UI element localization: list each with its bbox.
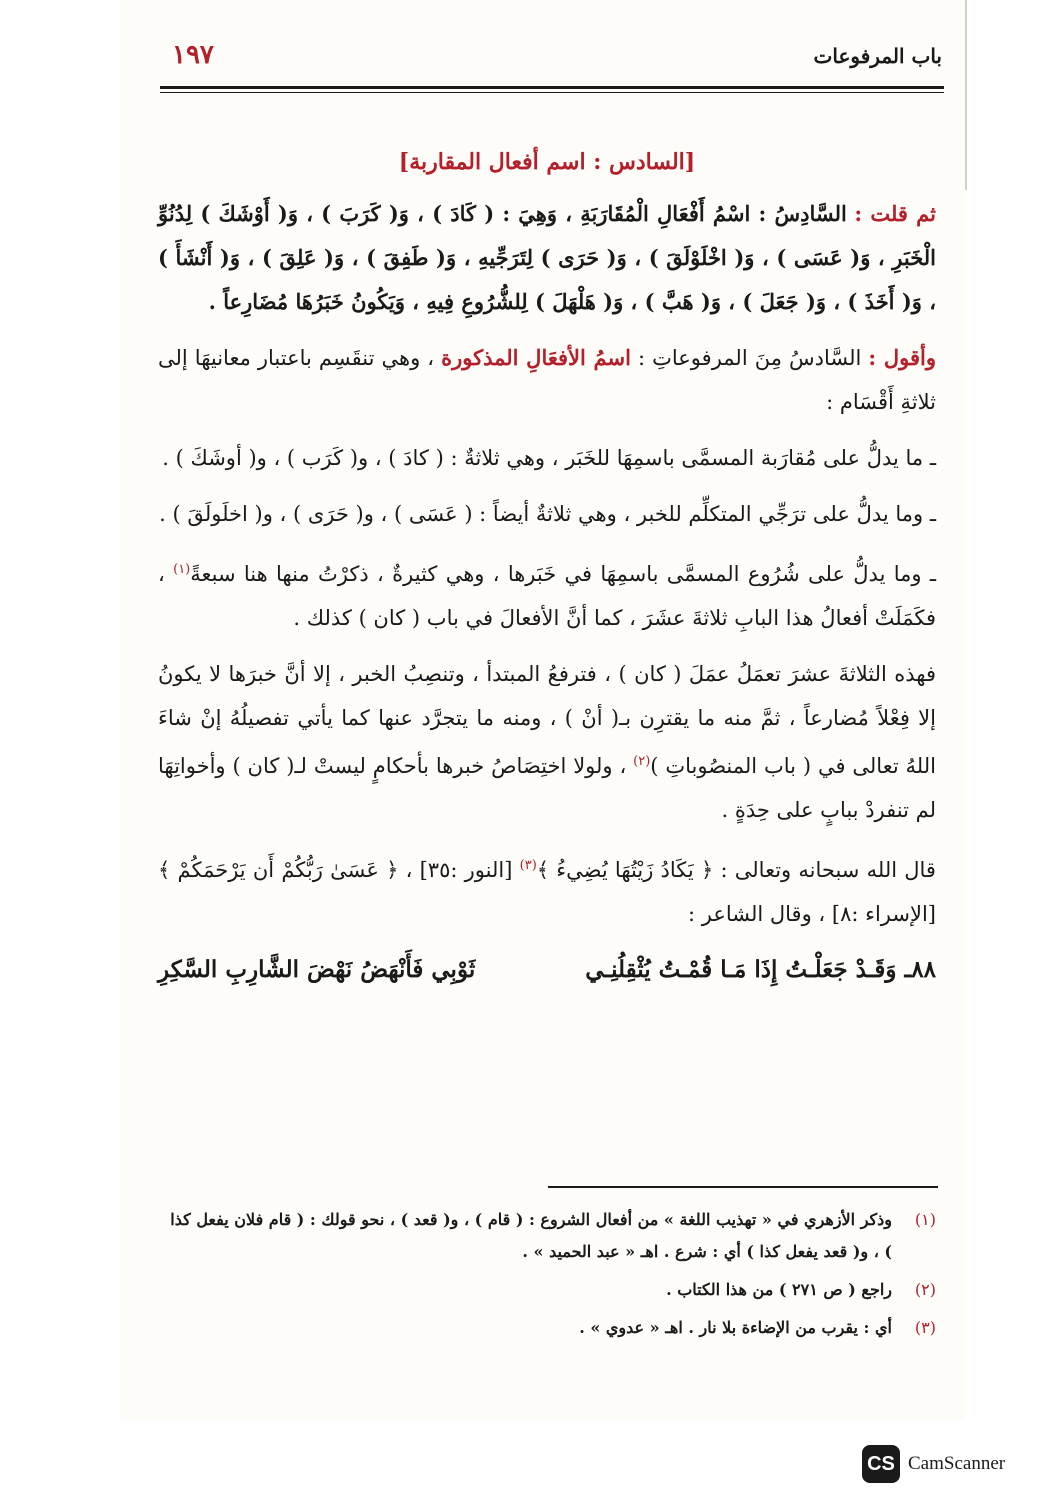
footnote-ref: (٢) <box>633 754 651 769</box>
footnote <box>158 1274 936 1306</box>
running-head: باب المرفوعات <box>813 44 942 68</box>
list-item: ـ وما يدلُّ على ترَجِّي المتكلِّم للخبر ، وهي ثلاثةٌ أيضاً : ( عَسَى ) ، و( حَرَى ) ، و( اخلَولَقَ ) . <box>159 502 936 526</box>
scan-edge <box>965 0 1058 190</box>
commentary-text: ، ولولا اختِصَاصُ خبرها بأحكامٍ ليستْ لـ( كان ) وأخواتِهَا لم تنفردْ ببابٍ على حِدَةٍ . <box>158 754 936 822</box>
footnote <box>158 1312 936 1344</box>
section-title: [السادس : اسم أفعال المقاربة] <box>398 149 696 175</box>
footnotes <box>158 1204 936 1350</box>
matn-text: السَّادِسُ : اسْمُ أَفْعَالِ الْمُقَارَبَةِ ، وَهِيَ : ( كَادَ ) ، وَ( كَرَبَ ) ، وَ( أَوْشَكَ ) لِدُنُوِّ الْخَبَرِ ، وَ( عَسَى ) ، وَ( اخْلَوْلَقَ ) ، وَ( حَرَى ) لِتَرَجِّيهِ ، وَ( طَفِقَ ) ، وَ( عَلِقَ ) ، وَ( أَنْشَأَ ) ، وَ( أَخَذَ ) ، وَ( جَعَلَ ) ، وَ( هَبَّ ) ، وَ( هَلْهَلَ ) لِلشُّرُوعِ فِيهِ ، وَيَكُونُ خَبَرُهَا مُضَارِعاً . <box>158 201 936 314</box>
footnote-number: (١) <box>914 1210 936 1229</box>
commentary-text: قال الله سبحانه وتعالى : ﴿ يَكَادُ زَيْتُهَا يُضِيءُ ﴾ <box>536 858 936 882</box>
footnote-number: (٢) <box>914 1280 936 1299</box>
list-item: ـ ما يدلُّ على مُقارَبة المسمَّى باسمِهَا للخَبَر ، وهي ثلاثةٌ : ( كادَ ) ، و( كَرَب ) ، و( أوشَكَ ) . <box>162 446 936 470</box>
commentary-text: السَّادسُ مِنَ المرفوعاتِ : <box>637 346 862 370</box>
paragraph-lead: وأقول : <box>868 345 936 370</box>
camscanner-logo-icon: CS <box>862 1445 900 1483</box>
commentary-paragraph <box>158 652 936 832</box>
footnote-ref: (٣) <box>519 858 537 873</box>
commentary-text: فهذه الثلاثةَ عشرَ تعمَلُ عمَلَ ( كان ) ، فترفعُ المبتدأ ، وتنصِبُ الخبر ، إلا أنَّ خبرَها لا يكونُ إلا فِعْلاً مُضارعاً ، ثمَّ منه ما يقترِن بـ( أنْ ) ، ومنه ما يتجرَّد عنها كما يأتي تفصيلُهُ إنْ شاءَ اللهُ تعالى في ( باب المنصُوباتِ ) <box>158 662 936 778</box>
highlight-term: اسمُ الأفعَالِ المذكورة <box>441 345 631 370</box>
commentary-text: [النور :٣٥] ، ﴿ عَسَىٰ رَبُّكُمْ أَن يَرْحَمَكُمْ ﴾ [الإسراء :٨] ، وقال الشاعر : <box>158 858 936 926</box>
footnote-text: راجع ( ص ٢٧١ ) من هذا الكتاب . <box>666 1280 892 1299</box>
main-text <box>158 140 936 992</box>
footnote-ref: (١) <box>173 562 191 577</box>
footnote-number: (٣) <box>914 1318 936 1337</box>
list-item <box>158 548 936 640</box>
verse-second-hemistich: ثَوْبِي فَأَنْهَضُ نَهْضَ الشَّارِبِ السَّكِرِ <box>158 956 476 983</box>
list-text: ، فكَمَلَتْ أفعالُ هذا البابِ ثلاثةَ عشَرَ ، كما أنَّ الأفعالَ في باب ( كان ) كذلك . <box>158 562 936 630</box>
commentary-paragraph <box>158 336 936 424</box>
header-rule <box>160 86 944 89</box>
page-number: ١٩٧ <box>172 40 214 70</box>
paragraph-lead: ثم قلت : <box>854 201 936 226</box>
footnote-text: وذكر الأزهري في « تهذيب اللغة » من أفعال الشروع : ( قام ) ، و( قعد ) ، نحو قولك : ( قام فلان يفعل كذا ) ، و( قعد يفعل كذا ) أي : شرع . اهـ « عبد الحميد » . <box>170 1210 892 1261</box>
page-header <box>160 38 942 90</box>
camscanner-watermark <box>862 1444 1005 1484</box>
footnote-separator <box>548 1186 938 1188</box>
list-text: ـ وما يدلُّ على شُرُوع المسمَّى باسمِهَا في خَبَرها ، وهي كثيرةٌ ، ذكرْتُ منها هنا سبعةً <box>190 562 936 586</box>
footnote <box>158 1204 936 1268</box>
camscanner-brand: CamScanner <box>908 1453 1006 1474</box>
footnote-text: أي : يقرب من الإضاءة بلا نار . اهـ « عدوي » . <box>579 1318 892 1337</box>
commentary-text: ، وهي تنقَسِم باعتبار معانيهَا إلى ثلاثةِ أَقْسَام : <box>158 346 936 414</box>
verse-first-hemistich: ٨٨ـ وَقَـدْ جَعَلْـتُ إِذَا مَـا قُمْـتُ يُثْقِلُنِـي <box>585 956 936 983</box>
quran-citation-paragraph <box>158 844 936 936</box>
matn-paragraph <box>158 192 936 324</box>
poetry-verse <box>158 948 936 992</box>
header-rule-thin <box>160 92 944 93</box>
